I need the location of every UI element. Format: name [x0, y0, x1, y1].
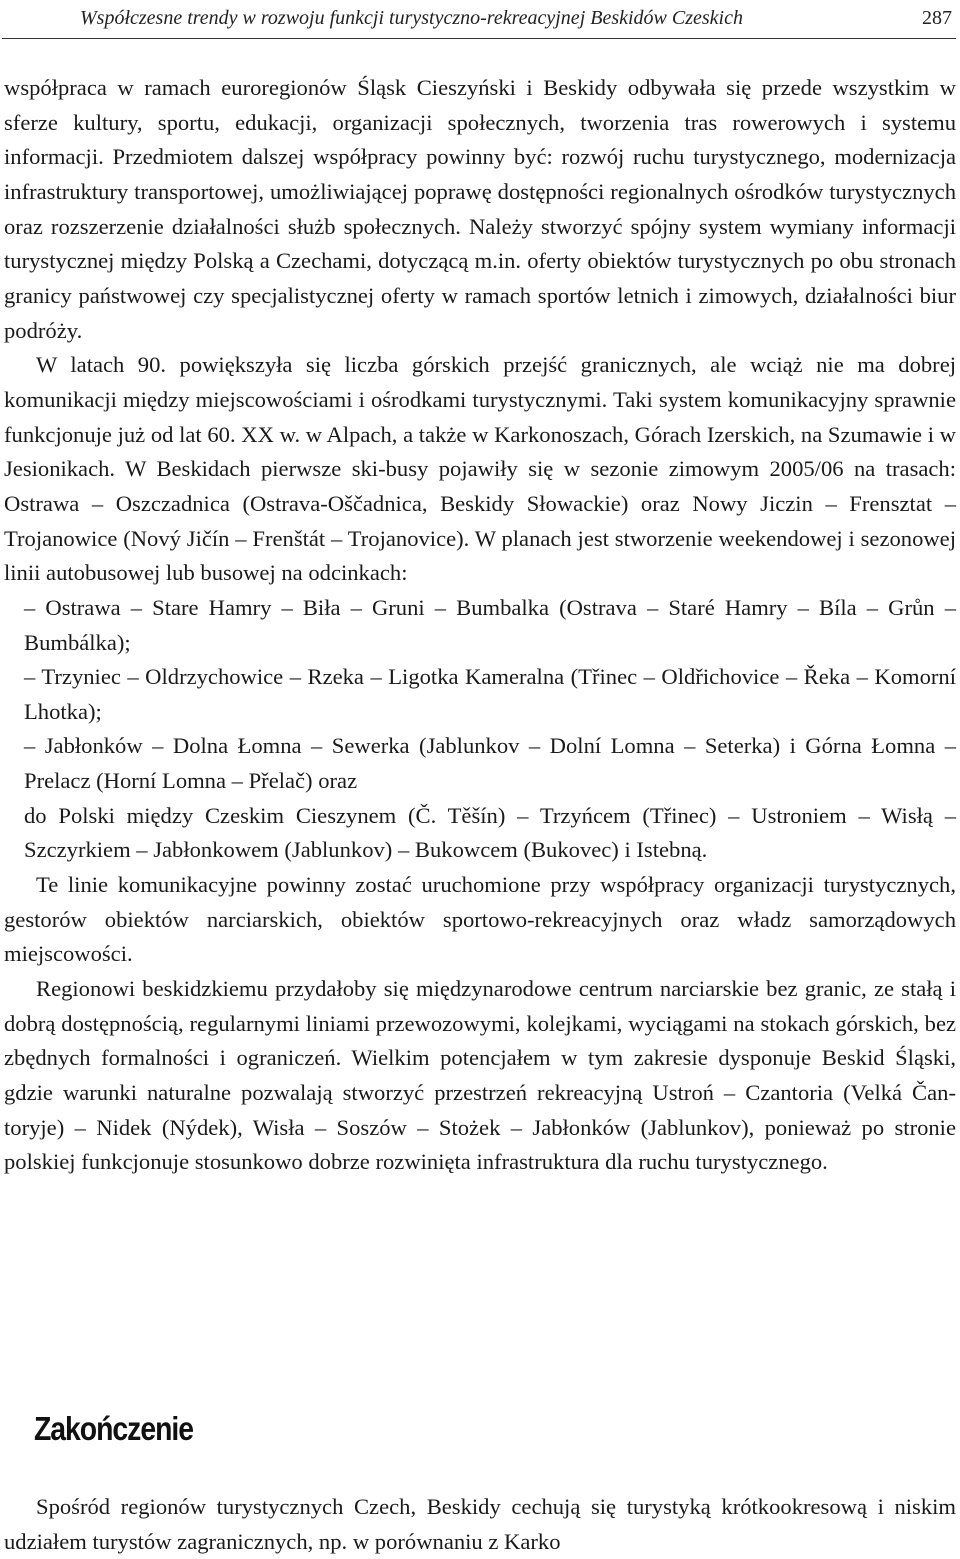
paragraph-border-crossings: W latach 90. powiększyła się liczba górskich przejść granicznych, ale wciąż nie ma dobrej komunikacji między miejscowościami i ośrodkami turystycznymi. Taki system komunikacyjny sprawnie funkcjonuje już od lat 60. XX w. w Alpach, a także w Karkonoszach, Górach Izerskich, na Szumawie i w Jesionikach. W Beskidach pierwsze ski-busy pojawiły się w sezonie zimowym 2005/06 na trasach: Ostrawa – Oszczadnica (Ostrava-Oščadnica, Beskidy Słowackie) oraz Nowy Jiczin – Frensztat – Trojanowice (Nový Jičín – Frenštát – Trojanovice). W planach jest stworzenie weekendowej i sezonowej linii autobusowej lub busowej na odcinkach: — [4, 352, 956, 586]
list-item-route-jablonkow: – Jabłonków – Dolna Łomna – Sewerka (Jablunkov – Dolní Lomna – Seterka) i Górna Łomna – Prelacz (Horní Lomna – Přelač) oraz — [24, 733, 956, 794]
paragraph-cooperation: współpraca w ramach euroregionów Śląsk Cieszyński i Beskidy odbywała się przede wszystkim w sferze kultury, sportu, edukacji, organizacji społecznych, tworzenia tras rowerowych i systemu informacji. Przedmiotem dalszej współpracy powinny być: rozwój ruchu turystycznego, modernizacja infrastruktury transportowej, umożliwiającej poprawę dostępności regionalnych ośrodków turystycznych oraz rozszerzenie działalności służb społecznych. Należy stworzyć spójny system wymiany informacji turystycznej między Polską a Czechami, dotyczącą m.in. oferty obiektów turystycznych po obu stronach granicy państwowej czy specjalistycznej oferty w ramach sportów letnich i zimowych, działalności biur podróży. — [4, 75, 956, 343]
paragraph-communication-lines: Te linie komunikacyjne powinny zostać uruchomione przy współpracy organizacji turystycznych, gestorów obiektów narciarskich, obiektów sportowo-rekreacyjnych oraz władz samorządowych miejscowości. — [4, 872, 956, 967]
section-heading: Zakończenie — [34, 1410, 193, 1447]
list-item-route-trzyniec: – Trzyniec – Oldrzychowice – Rzeka – Ligotka Kameralna (Třinec – Oldřichovice – Řeka – Komorní Lhotka); — [24, 664, 956, 724]
list-item-route-poland: do Polski między Czeskim Cieszynem (Č. Těšín) – Trzyńcem (Třinec) – Ustroniem – Wisłą – Szczyrkiem – Jabłonkowem (Jablunkov) – Bukowcem (Bukovec) i Istebną. — [24, 802, 956, 863]
paragraph-conclusion: Spośród regionów turystycznych Czech, Beskidy cechują się turystyką krótkookresową i niskim udziałem turystów zagranicznych, np. w porównaniu z Karko — [4, 1494, 956, 1554]
list-item-route-ostrawa: – Ostrawa – Stare Hamry – Biła – Gruni – Bumbalka (Ostrava – Staré Hamry – Bíla – Grůn – Bumbálka); — [24, 594, 956, 655]
running-title: Współczesne trendy w rozwoju funkcji turystyczno-rekreacyjnej Beskidów Czeskich — [80, 6, 743, 29]
paragraph-ski-centre: Regionowi beskidzkiemu przydałoby się międzynarodowe centrum narciarskie bez granic, ze stałą i dobrą dostępnością, regularnymi liniami przewozowymi, kolejkami, wyciągami na stokach górskich, bez zbędnych formalności i ograniczeń. Wielkim potencjałem w tym zakresie dysponuje Beskid Śląski, gdzie warunki naturalne pozwalają stworzyć przestrzeń rekreacyjną Ustroń – Czantoria (Velká Čantoryje) – Nidek (Nýdek), Wisła – Soszów – Stożek – Jabłonków (Jablunkov), ponieważ po stronie polskiej funkcjonuje stosunkowo dobrze rozwinięta infrastruktura dla ruchu turystycznego. — [4, 976, 956, 1175]
page-number: 287 — [922, 6, 952, 29]
main-text — [4, 71, 956, 1180]
header-rule — [2, 38, 956, 39]
running-header — [80, 2, 954, 34]
